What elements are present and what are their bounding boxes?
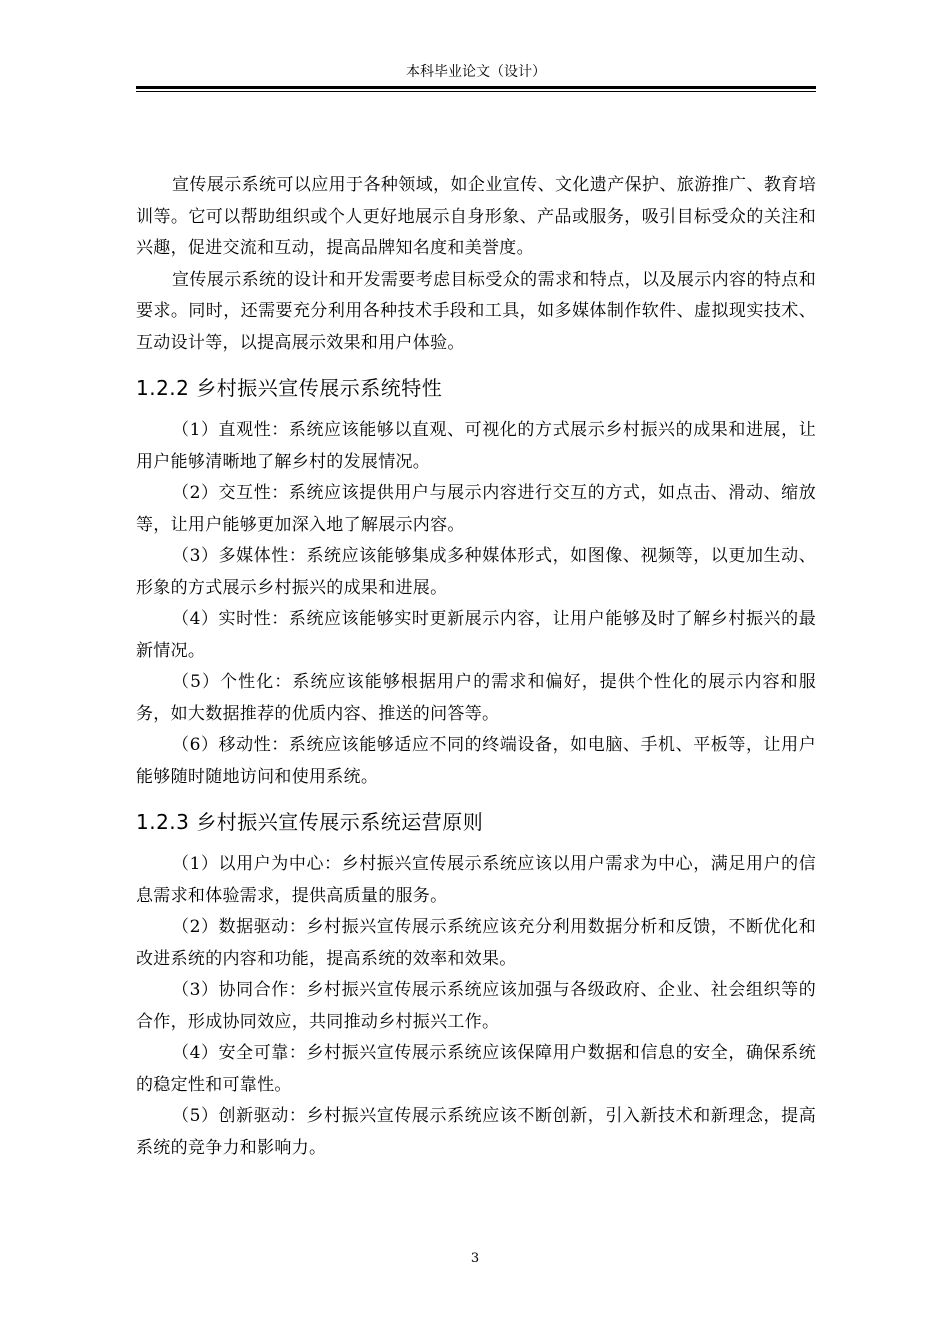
list-item: （5）创新驱动：乡村振兴宣传展示系统应该不断创新，引入新技术和新理念，提高系统的竞争力和影响力。: [136, 1106, 816, 1158]
body-text: [136, 170, 816, 1164]
list-item: （5）个性化：系统应该能够根据用户的需求和偏好，提供个性化的展示内容和服务，如大数据推荐的优质内容、推送的问答等。: [136, 672, 816, 724]
list-item: （3）多媒体性：系统应该能够集成多种媒体形式，如图像、视频等，以更加生动、形象的方式展示乡村振兴的成果和进展。: [136, 546, 816, 598]
header-rule-thin: [136, 91, 816, 92]
running-header: 本科毕业论文（设计）: [406, 64, 546, 80]
list-item: （2）数据驱动：乡村振兴宣传展示系统应该充分利用数据分析和反馈，不断优化和改进系统的内容和功能，提高系统的效率和效果。: [136, 917, 816, 969]
intro-paragraph: 宣传展示系统的设计和开发需要考虑目标受众的需求和特点，以及展示内容的特点和要求。同时，还需要充分利用各种技术手段和工具，如多媒体制作软件、虚拟现实技术、互动设计等，以提高展示效果和用户体验。: [136, 269, 816, 353]
list-item: （2）交互性：系统应该提供用户与展示内容进行交互的方式，如点击、滑动、缩放等，让用户能够更加深入地了解展示内容。: [136, 483, 816, 535]
list-item: （6）移动性：系统应该能够适应不同的终端设备，如电脑、手机、平板等，让用户能够随时随地访问和使用系统。: [136, 735, 816, 787]
intro-paragraph: 宣传展示系统可以应用于各种领域，如企业宣传、文化遗产保护、旅游推广、教育培训等。它可以帮助组织或个人更好地展示自身形象、产品或服务，吸引目标受众的关注和兴趣，促进交流和互动，提高品牌知名度和美誉度。: [136, 175, 816, 258]
section-heading-1-2-2: 1.2.2 乡村振兴宣传展示系统特性: [136, 376, 443, 400]
list-item: （4）安全可靠：乡村振兴宣传展示系统应该保障用户数据和信息的安全，确保系统的稳定性和可靠性。: [136, 1043, 816, 1095]
section-heading-1-2-3: 1.2.3 乡村振兴宣传展示系统运营原则: [136, 810, 484, 834]
header-rule-thick: [136, 86, 816, 89]
list-item: （1）以用户为中心：乡村振兴宣传展示系统应该以用户需求为中心，满足用户的信息需求和体验需求，提供高质量的服务。: [136, 854, 816, 906]
page-number: 3: [470, 1251, 480, 1266]
list-item: （1）直观性：系统应该能够以直观、可视化的方式展示乡村振兴的成果和进展，让用户能够清晰地了解乡村的发展情况。: [136, 420, 816, 472]
list-item: （3）协同合作：乡村振兴宣传展示系统应该加强与各级政府、企业、社会组织等的合作，形成协同效应，共同推动乡村振兴工作。: [136, 980, 816, 1032]
list-item: （4）实时性：系统应该能够实时更新展示内容，让用户能够及时了解乡村振兴的最新情况。: [136, 609, 816, 661]
